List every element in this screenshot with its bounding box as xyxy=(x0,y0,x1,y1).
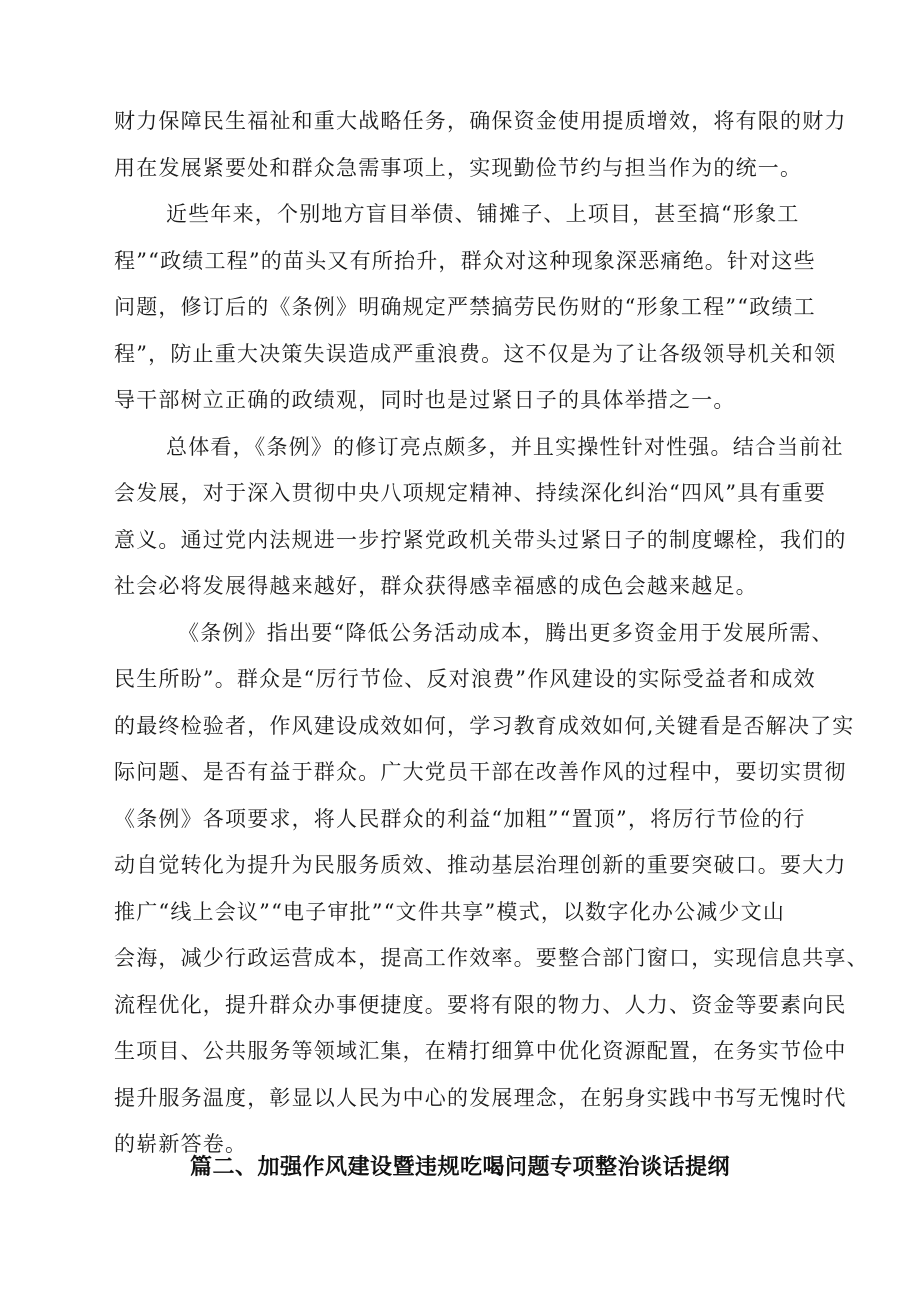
paragraph-line: 会海，减少行政运营成本，提高工作效率。要整合部门窗口，实现信息共享、 xyxy=(114,946,869,970)
section-heading: 篇二、加强作风建设暨违规吃喝问题专项整治谈话提纲 xyxy=(189,1155,730,1180)
paragraph-line: 的最终检验者，作风建设成效如何，学习教育成效如何,关键看是否解决了实 xyxy=(114,713,855,738)
paragraph-line: 程”“政绩工程”的苗头又有所抬升，群众对这种现象深恶痛绝。针对这些 xyxy=(114,248,816,273)
paragraph xyxy=(114,610,869,1168)
paragraph-line: 生项目、公共服务等领域汇集，在精打细算中优化资源配置，在务实节俭中 xyxy=(114,1039,847,1063)
paragraph-line: 的崭新答卷。 xyxy=(114,1132,248,1156)
paragraph-line: 《条例》各项要求，将人民群众的利益“加粗”“置顶”，将厉行节俭的行 xyxy=(114,806,806,831)
paragraph-line: 会发展，对于深入贯彻中央八项规定精神、持续深化纠治“四风”具有重要 xyxy=(114,481,827,505)
paragraph-line: 财力保障民生福祉和重大战略任务，确保资金使用提质增效，将有限的财力 xyxy=(114,109,847,133)
paragraph-line: 意义。通过党内法规进一步拧紧党政机关带头过紧日子的制度螺栓，我们的 xyxy=(114,527,847,552)
paragraph-line: 程”，防止重大决策失误造成严重浪费。这不仅是为了让各级领导机关和领 xyxy=(114,341,837,366)
paragraph xyxy=(114,98,847,191)
paragraph-line: 近些年来，个别地方盲目举债、铺摊子、上项目，甚至搞“形象工 xyxy=(166,202,800,226)
paragraph-line: 总体看，《条例》的修订亮点颇多，并且实操性针对性强。结合当前社 xyxy=(166,434,844,459)
paragraph-line: 民生所盼”。群众是“厉行节俭、反对浪费”作风建设的实际受益者和成效 xyxy=(114,667,816,691)
paragraph-line: 问题，修订后的《条例》明确规定严禁搞劳民伤财的“形象工程”“政绩工 xyxy=(114,295,816,319)
paragraph-line: 际问题、是否有益于群众。广大党员干部在改善作风的过程中，要切实贯彻 xyxy=(114,760,847,784)
paragraph-line: 流程优化，提升群众办事便捷度。要将有限的物力、人力、资金等要素向民 xyxy=(114,992,847,1017)
paragraph-line: 推广“线上会议”“电子审批”“文件共享”模式，以数字化办公减少文山 xyxy=(114,899,786,924)
paragraph-line: 用在发展紧要处和群众急需事项上，实现勤俭节约与担当作为的统一。 xyxy=(114,155,803,180)
paragraph xyxy=(114,191,838,424)
document-body xyxy=(114,98,869,1168)
paragraph-line: 《条例》指出要“降低公务活动成本，腾出更多资金用于发展所需、 xyxy=(178,620,834,645)
paragraph-line: 导干部树立正确的政绩观，同时也是过紧日子的具体举措之一。 xyxy=(114,388,736,412)
paragraph-line: 社会必将发展得越来越好，群众获得感幸福感的成色会越来越足。 xyxy=(114,574,758,598)
paragraph-line: 动自觉转化为提升为民服务质效、推动基层治理创新的重要突破口。要大力 xyxy=(114,853,847,877)
paragraph-line: 提升服务温度，彰显以人民为中心的发展理念，在躬身实践中书写无愧时代 xyxy=(114,1085,847,1110)
paragraph xyxy=(114,424,847,610)
